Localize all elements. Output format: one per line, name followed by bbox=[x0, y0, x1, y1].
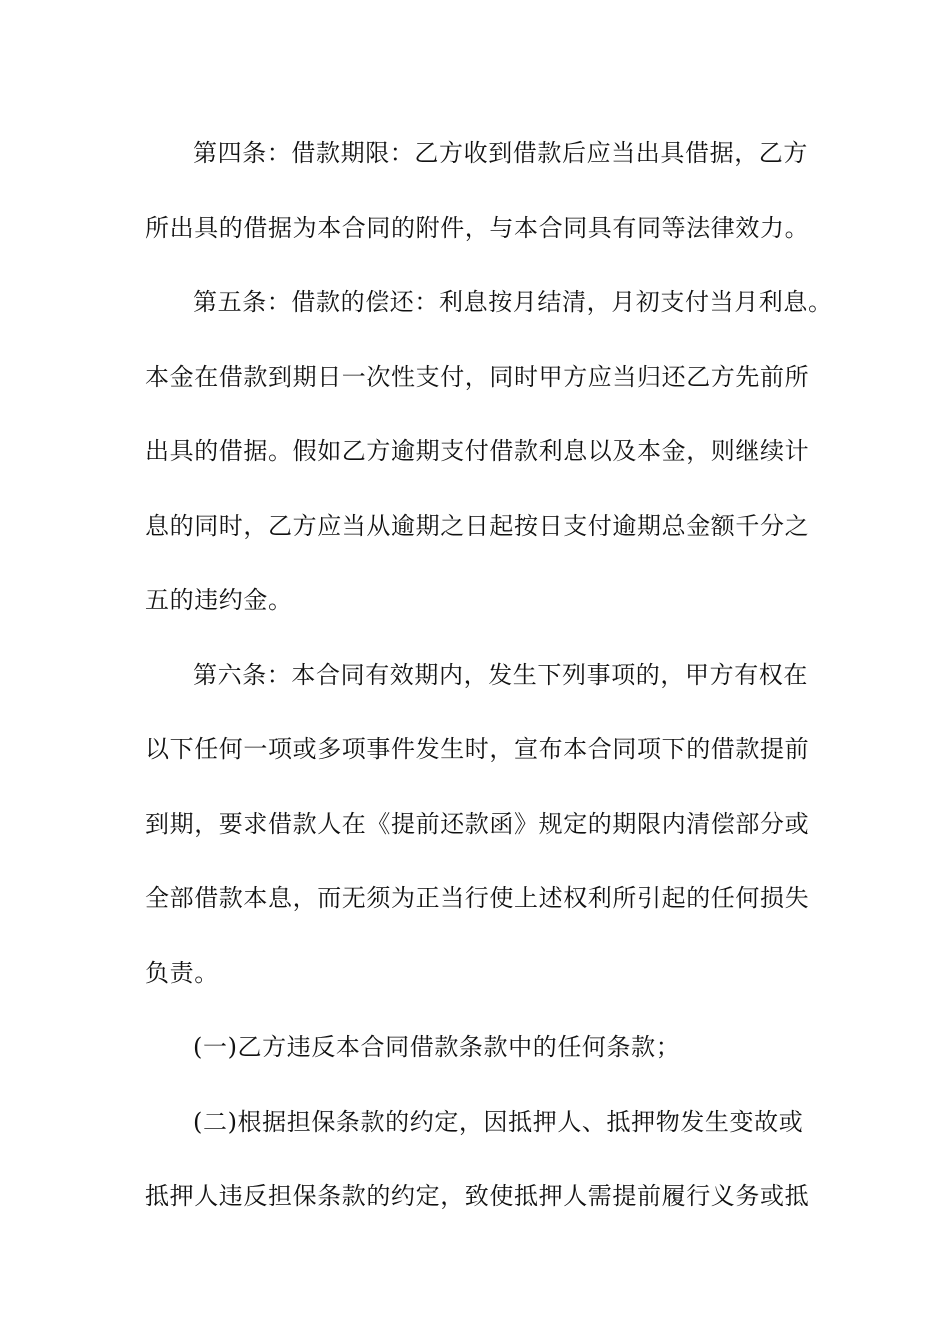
article-6-line-5: 负责。 bbox=[145, 959, 219, 987]
article-6-line-1: 第六条：本合同有效期内，发生下列事项的，甲方有权在 bbox=[193, 661, 808, 689]
article-6-line-4: 全部借款本息，而无须为正当行使上述权利所引起的任何损失 bbox=[145, 884, 810, 912]
article-5-line-4: 息的同时，乙方应当从逾期之日起按日支付逾期总金额千分之 bbox=[145, 512, 810, 540]
article-5-line-3: 出具的借据。假如乙方逾期支付借款利息以及本金，则继续计 bbox=[145, 437, 810, 465]
article-4-line-1: 第四条：借款期限：乙方收到借款后应当出具借据，乙方 bbox=[193, 139, 808, 167]
clause-2-line-2: 抵押人违反担保条款的约定，致使抵押人需提前履行义务或抵 bbox=[145, 1182, 810, 1210]
article-6-line-2: 以下任何一项或多项事件发生时，宣布本合同项下的借款提前 bbox=[145, 735, 810, 763]
article-4-line-2: 所出具的借据为本合同的附件，与本合同具有同等法律效力。 bbox=[145, 214, 810, 242]
article-6-line-3: 到期，要求借款人在《提前还款函》规定的期限内清偿部分或 bbox=[145, 810, 810, 838]
article-5-line-2: 本金在借款到期日一次性支付，同时甲方应当归还乙方先前所 bbox=[145, 363, 810, 391]
article-5-line-5: 五的违约金。 bbox=[145, 586, 293, 614]
article-5-line-1: 第五条：借款的偿还：利息按月结清，月初支付当月利息。 bbox=[193, 288, 833, 316]
clause-1-line-1: (一)乙方违反本合同借款条款中的任何条款； bbox=[193, 1033, 681, 1061]
clause-2-line-1: (二)根据担保条款的约定，因抵押人、抵押物发生变故或 bbox=[193, 1108, 804, 1136]
